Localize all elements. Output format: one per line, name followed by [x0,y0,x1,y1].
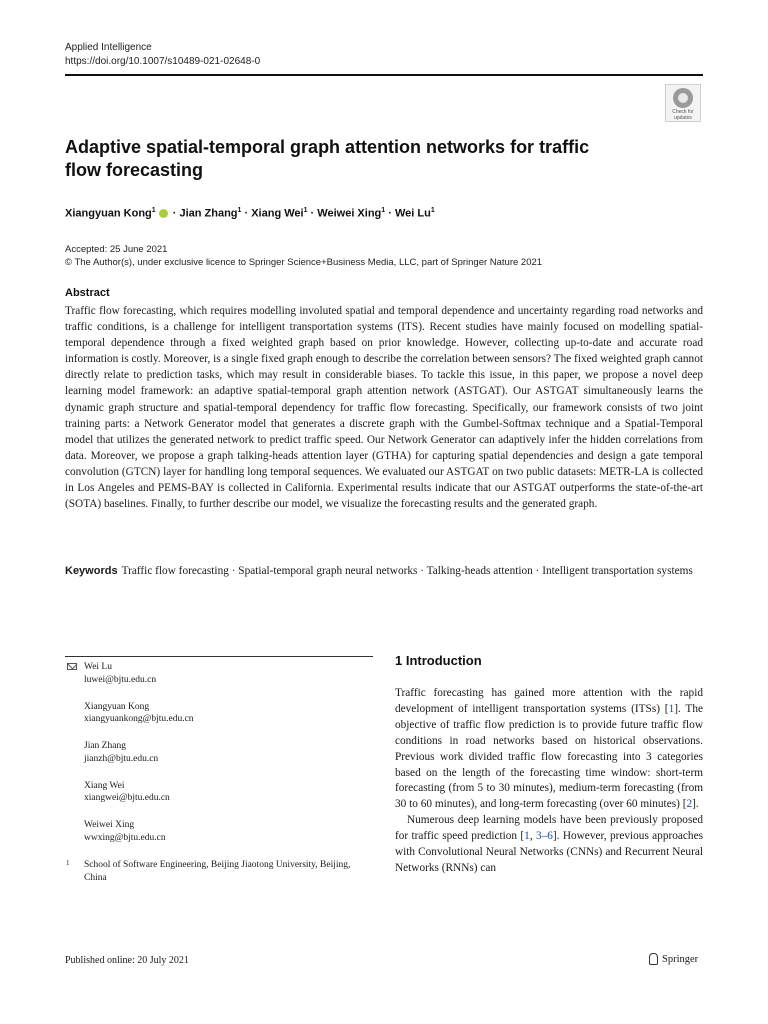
contact-name: Wei Lu [84,662,112,672]
abstract-text: Traffic flow forecasting, which requires modelling involuted spatial and temporal dependence and uncertainty regarding road networks and traffic conditions, is a challenge for intelligent transportation systems (ITS). Recent studies have mainly focused on modelling spatial-temporal dependence through a fixed weighted graph based on prior knowledge. However, collecting up-to-date and accurate road information is costly. Moreover, is a single fixed graph enough to describe the correlation between sensors? The fixed weighted graph cannot directly relate to prediction tasks, which may result in considerable biases. To tackle this issue, in this paper, we propose a novel deep learning model framework: an adaptive spatial-temporal graph attention network (ASTGAT). Our ASTGAT simultaneously learns the dynamic graph structure and spatial-temporal dependency for traffic flow forecasting. Specifically, our framework consists of two joint training parts: a Network Generator model that generates a discrete graph with the Gumbel-Softmax technique and a Spatial-Temporal model that utilizes the generated network to predict traffic speed. Our Network Generator can adaptively infer the hidden correlations from data. Moreover, we propose a graph talking-heads attention layer (GTHA) for capturing spatial dependencies and design a gate temporal convolution (GTCN) layer for handling long temporal sequences. We evaluated our ASTGAT on two public datasets: METR-LA is collected in Los Angeles and PEMS-BAY is collected in California. Experimental results indicate that our ASTGAT outperforms the state-of-the-art (SOTA) baselines. Finally, to further describe our model, we visualize the forecasting results and the generated graph. [65,305,703,511]
citation-link[interactable]: 1 [524,830,530,843]
doi-link[interactable]: https://doi.org/10.1007/s10489-021-02648-0 [65,56,261,67]
author-affiliation-mark: 1 [303,207,308,214]
orcid-icon[interactable] [159,209,168,218]
mail-icon [67,663,77,670]
author-name[interactable]: Weiwei Xing [317,207,382,220]
contact-name: Weiwei Xing [84,820,135,830]
contact-name: Jian Zhang [84,741,126,751]
author-separator: · [307,207,318,220]
publisher-logo [649,953,698,965]
citation-link[interactable]: 2 [686,798,693,811]
author-affiliation-mark: 1 [237,207,242,214]
published-online-date: Published online: 20 July 2021 [65,955,189,966]
author-separator: · [241,207,252,220]
publisher-name: Springer [662,953,699,965]
header-rule [65,74,703,76]
author-separator: · [169,207,180,220]
contact-email[interactable]: jianzh@bjtu.edu.cn [84,753,159,764]
affiliation-footnote [65,859,375,885]
abstract-heading: Abstract [65,287,110,299]
contact-name: Xiangyuan Kong [84,701,150,712]
intro-paragraph: Numerous deep learning models have been previously proposed for traffic speed prediction [1, 3–6]. However, previous approaches with Convolutional Neural Networks (CNNs) and Recurrent Neural Networks (RNNs) can [395,814,703,874]
paper-title: Adaptive spatial-temporal graph attention networks for traffic flow forecasting [65,137,590,180]
author-affiliation-mark: 1 [151,207,156,214]
accepted-date: Accepted: 25 June 2021 [65,244,168,255]
author-name[interactable]: Jian Zhang [179,207,238,220]
intro-paragraph: Traffic forecasting has gained more attention with the rapid development of intelligent transportation systems (ITSs) [1]. The objective of traffic flow prediction is to provide future traffic flow conditions in road networks based on historical observations. Previous work divided traffic flow forecasting into 3 categories based on the length of the forecasting time window: short-term forecasting (from 5 to 30 minutes), medium-term forecasting (from 30 to 60 minutes), and long-term forecasting (over 60 minutes) [2]. [395,687,703,811]
author-contact [65,780,375,805]
citation-link[interactable]: 1 [668,702,675,715]
publication-dates [65,243,542,269]
contact-email[interactable]: xiangwei@bjtu.edu.cn [84,793,170,803]
corresponding-author [65,661,375,686]
affiliations [65,661,375,885]
footnote-text: School of Software Engineering, Beijing Jiaotong University, Beijing, China [84,859,351,883]
springer-horse-icon [649,953,658,965]
author-contact [65,701,375,726]
copyright-notice: © The Author(s), under exclusive licence to Springer Science+Business Media, LLC, part of Springer Nature 2021 [65,257,543,268]
author-separator: · [385,207,395,220]
introduction-heading: 1 Introduction [395,653,482,668]
author-affiliation-mark: 1 [430,207,435,214]
check-for-updates-icon [673,88,693,108]
check-for-updates-badge[interactable] [665,84,701,122]
author-contact [65,819,375,844]
author-name[interactable]: Xiang Wei [251,207,304,220]
contact-email[interactable]: wwxing@bjtu.edu.cn [84,832,166,843]
check-for-updates-label: Check for updates [672,109,694,121]
author-list [65,204,435,221]
keywords [65,563,703,579]
keywords-label: Keywords [65,565,118,577]
journal-header [65,41,260,69]
author-affiliation-mark: 1 [381,207,386,214]
citation-link[interactable]: 3–6 [535,830,553,843]
author-name[interactable]: Wei Lu [394,207,431,220]
affiliation-rule [65,656,373,657]
introduction-text [395,686,703,877]
keywords-text: Traffic flow forecasting · Spatial-temporal graph neural networks · Talking-heads attention · Intelligent transportation systems [121,565,693,577]
contact-email[interactable]: xiangyuankong@bjtu.edu.cn [84,714,194,724]
footnote-number: 1 [66,858,70,867]
journal-name: Applied Intelligence [65,42,152,53]
author-name[interactable]: Xiangyuan Kong [65,207,152,220]
author-contact [65,740,375,765]
contact-email[interactable]: luwei@bjtu.edu.cn [84,674,157,685]
contact-name: Xiang Wei [84,780,125,791]
